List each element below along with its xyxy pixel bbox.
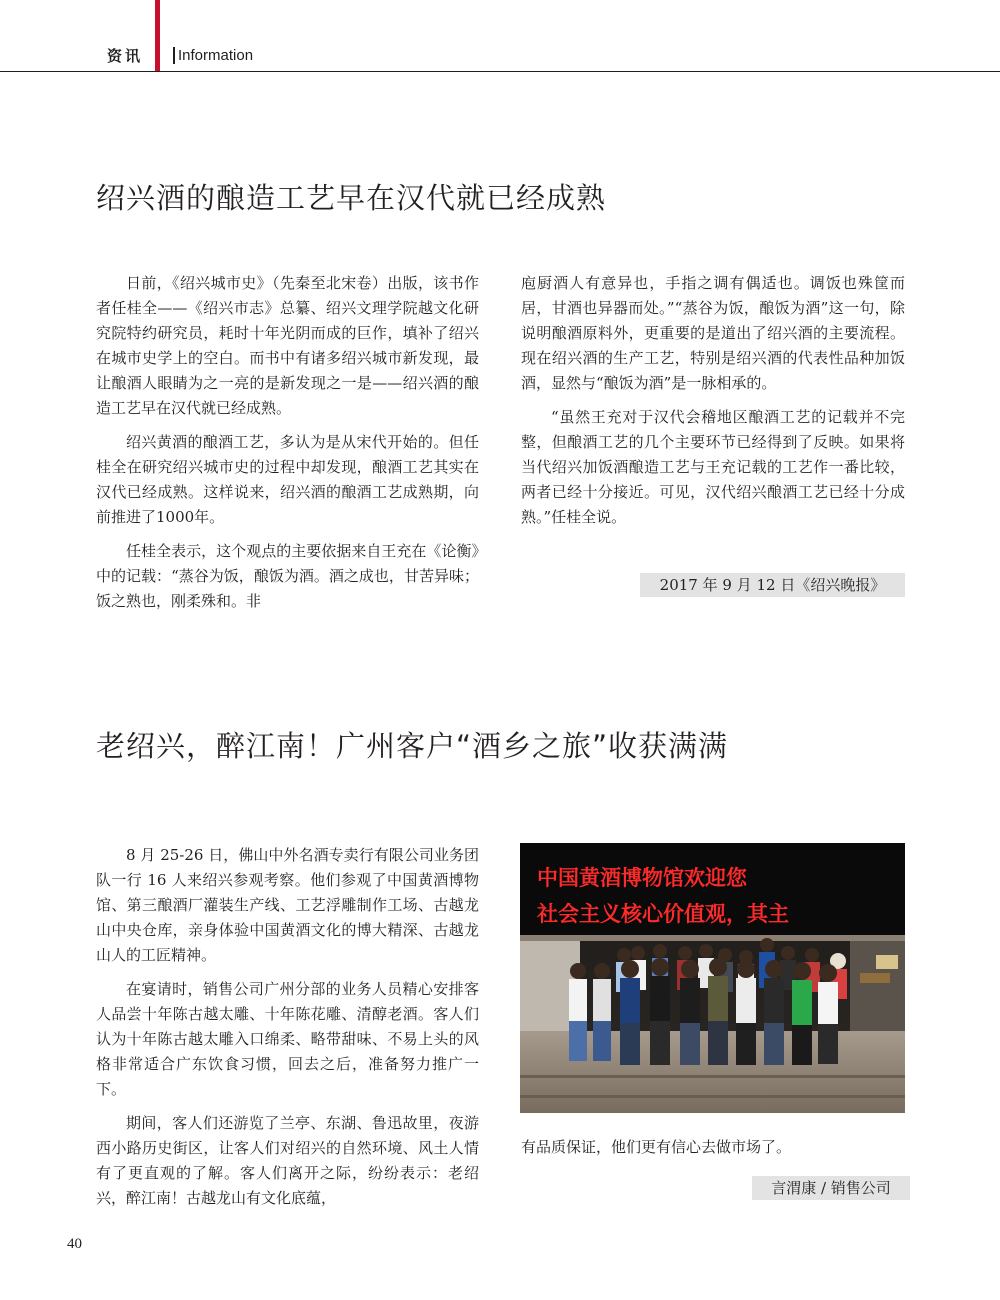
article2-column-left xyxy=(96,843,479,1220)
photo-banner-line2: 社会主义核心价值观，其主 xyxy=(537,902,789,926)
section-label-cn: 资讯 xyxy=(107,47,144,65)
paragraph: 绍兴黄酒的酿酒工艺，多认为是从宋代开始的。但任桂全在研究绍兴城市史的过程中却发现，酿酒工艺其实在汉代已经成熟。这样说来，绍兴酒的酿酒工艺成熟期，向前推进了1000年。 xyxy=(96,433,479,526)
paragraph: 庖厨酒人有意异也，手指之调有偶适也。调饭也殊筐而居，甘酒也异器而处。”“蒸谷为饭，酿饭为酒”这一句，除说明酿酒原料外，更重要的是道出了绍兴酒的主要流程。现在绍兴酒的生产工艺，特别是绍兴酒的代表性品种加饭酒，显然与“酿饭为酒”是一脉相承的。 xyxy=(521,274,905,392)
header-rule xyxy=(0,71,1000,72)
page-number: 40 xyxy=(67,1236,82,1252)
article2-column-right xyxy=(521,1135,905,1169)
article1-column-right xyxy=(521,271,905,539)
paragraph: 任桂全表示，这个观点的主要依据来自王充在《论衡》中的记载：“蒸谷为饭，酿饭为酒。酒之成也，甘苦异味；饭之熟也，刚柔殊和。非 xyxy=(96,542,479,610)
article1-source: 2017 年 9 月 12 日《绍兴晚报》 xyxy=(640,573,905,597)
section-divider xyxy=(173,47,175,64)
section-label-en: Information xyxy=(178,47,254,64)
article2-source: 言渭康 / 销售公司 xyxy=(752,1176,910,1200)
paragraph: 在宴请时，销售公司广州分部的业务人员精心安排客人品尝十年陈古越太雕、十年陈花雕、清醇老酒。客人们认为十年陈古越太雕入口绵柔、略带甜味、不易上头的风格非常适合广东饮食习惯，回去之后，准备努力推广一下。 xyxy=(96,980,479,1098)
paragraph: 期间，客人们还游览了兰亭、东湖、鲁迅故里，夜游西小路历史街区，让客人们对绍兴的自然环境、风土人情有了更直观的了解。客人们离开之际，纷纷表示：老绍兴，醉江南！古越龙山有文化底蕴， xyxy=(96,1114,479,1207)
article1-column-left xyxy=(96,271,479,623)
group-photo xyxy=(520,843,905,1113)
article1-title: 绍兴酒的酿造工艺早在汉代就已经成熟 xyxy=(96,181,607,215)
paragraph: “虽然王充对于汉代会稽地区酿酒工艺的记载并不完整，但酿酒工艺的几个主要环节已经得到了反映。如果将当代绍兴加饭酒酿造工艺与王充记载的工艺作一番比较，两者已经十分接近。可见，汉代绍兴酿酒工艺已经十分成熟。”任桂全说。 xyxy=(521,408,905,526)
paragraph: 日前，《绍兴城市史》（先秦至北宋卷）出版，该书作者任桂全——《绍兴市志》总纂、绍兴文理学院越文化研究院特约研究员，耗时十年光阴而成的巨作，填补了绍兴在城市史学上的空白。而书中有诸多绍兴城市新发现，最让酿酒人眼睛为之一亮的是新发现之一是——绍兴酒的酿造工艺早在汉代就已经成熟。 xyxy=(96,274,479,417)
photo-banner-line1: 中国黄酒博物馆欢迎您 xyxy=(537,866,747,890)
article2-title: 老绍兴，醉江南！广州客户“酒乡之旅”收获满满 xyxy=(96,729,729,763)
paragraph: 8 月 25-26 日，佛山中外名酒专卖行有限公司业务团队一行 16 人来绍兴参观考察。他们参观了中国黄酒博物馆、第三酿酒厂灌装生产线、工艺浮雕制作工场、古越龙山中央仓库，亲身体验中国黄酒文化的博大精深、古越龙山人的工匠精神。 xyxy=(96,846,479,964)
header-accent-bar xyxy=(155,0,160,72)
paragraph: 有品质保证，他们更有信心去做市场了。 xyxy=(521,1138,792,1156)
